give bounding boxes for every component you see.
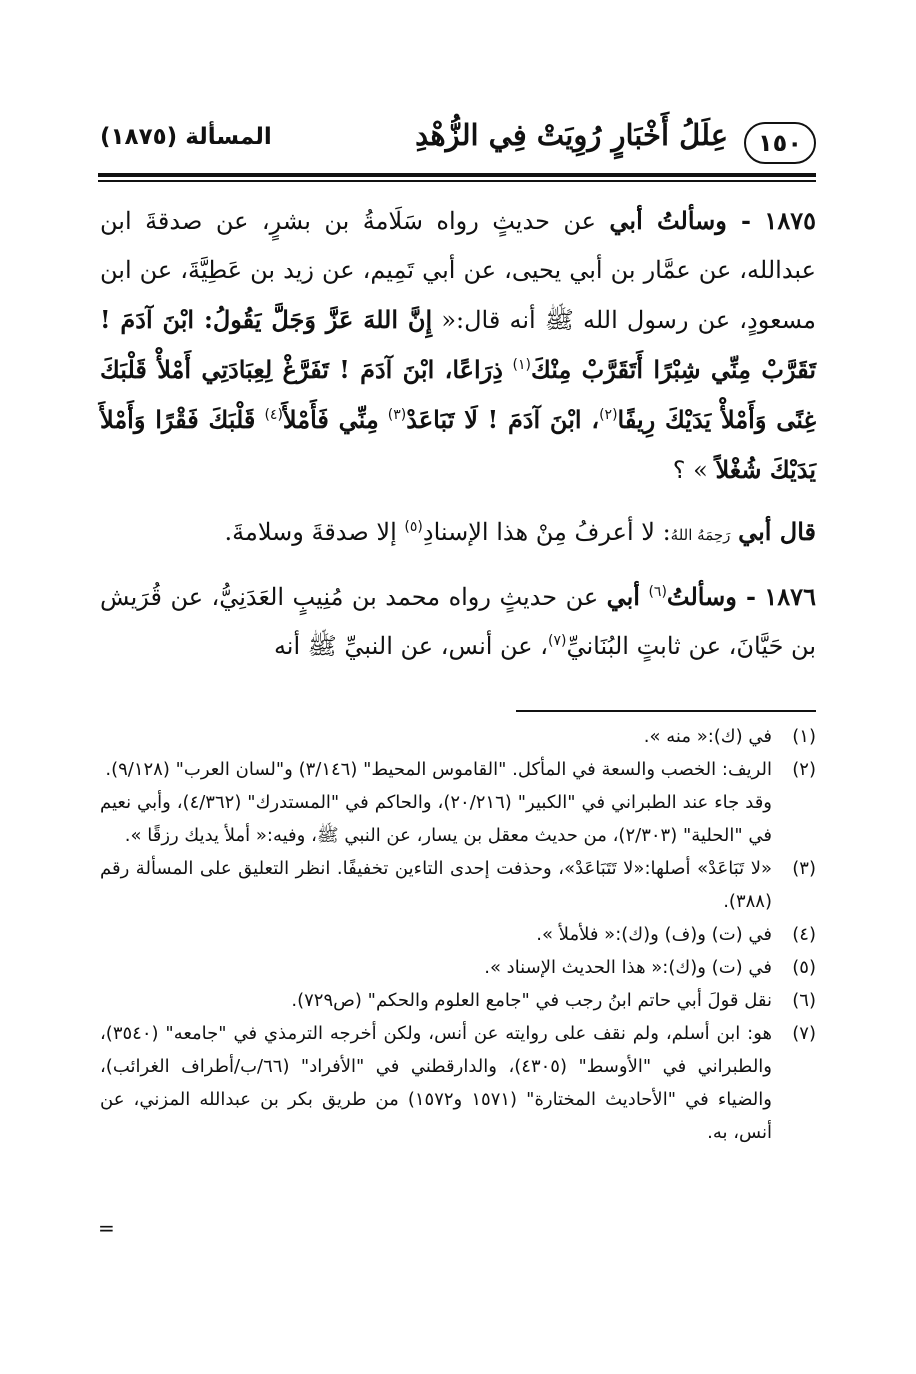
page-header [96, 118, 816, 168]
abi-comment-paragraph [100, 507, 816, 560]
footnote [100, 753, 816, 852]
footnotes [100, 720, 816, 1149]
footnote-text: نقل قولَ أبي حاتم ابنُ رجب في "جامع العلوم والحكم" (ص٧٢٩). [291, 990, 772, 1011]
footnote-body [100, 852, 772, 918]
footnote-number: (٧) [792, 1023, 816, 1044]
page-number: ١٥٠ [758, 129, 802, 157]
continuation-mark: = [98, 1216, 115, 1240]
footnote-text: في (ت) و(ف) و(ك):« فلأملأ ». [536, 924, 772, 945]
footnote-number: (٥) [792, 957, 816, 978]
main-text [100, 196, 816, 671]
footnote-ref[interactable]: (٦) [648, 584, 667, 600]
footnote-ref[interactable]: (٣) [387, 407, 407, 423]
footnote [100, 720, 816, 753]
footnote [100, 951, 816, 984]
footnote-body [100, 984, 772, 1017]
hadith-text: إِنَّ اللهَ عَزَّ وَجَلَّ يَقُولُ: ابْنَ آدَمَ ! تَقَرَّبْ مِنِّي شِبْرًا أَتَقَرَّبْ مِنْكَ [100, 305, 817, 384]
comment-text: : لا أعرفُ مِنْ هذا الإسنادِ [422, 518, 671, 546]
closing-quote: » ؟ [672, 456, 708, 484]
footnote-ref[interactable]: (٧) [548, 633, 567, 649]
footnote-text: في (ك):« منه ». [643, 726, 772, 747]
footnote-body [100, 753, 772, 852]
issue-lead: أبي [606, 582, 640, 611]
footnote [100, 918, 816, 951]
footnote-text: في (ت) و(ك):« هذا الحديث الإسناد ». [484, 957, 772, 978]
footnote-number: (١) [792, 726, 816, 747]
footnote-ref[interactable]: (٥) [404, 519, 423, 535]
issue-1876-paragraph [100, 572, 816, 671]
footnote-number: (٣) [792, 858, 816, 879]
issue-number: ١٨٧٦ [764, 582, 816, 611]
isnad-text: عن حديثٍ رواه سَلَامةُ بن بشرٍ، عن صدقةَ ابن عبدالله، عن عمَّار بن أبي يحيى، عن أبي تَمِيم، عن زيد بن عَطِيَّةَ، عن ابن مسعودٍ، عن رسول الله ﷺ أنه قال:« [100, 207, 816, 334]
comment-lead: قال أبي [738, 517, 816, 546]
book-title: عِلَلُ أَخْبَارٍ رُوِيَتْ فِي الزُّهْدِ [415, 118, 728, 152]
comment-text: إلا صدقةَ وسلامةَ. [224, 518, 397, 546]
footnote [100, 984, 816, 1017]
isnad-text: عن حديثٍ رواه محمد بن مُنِيبٍ العَدَنِيُّ، عن قُرَيش بن حَيَّانَ، عن ثابتٍ البُنَانيِّ [100, 583, 816, 660]
header-rule-thin [98, 180, 816, 182]
footnote-separator [516, 710, 816, 712]
header-rule-thick [98, 173, 816, 177]
footnote-text: «لا تَبَاعَدْ» أصلها:«لا تَتَبَاعَدْ»، وحذفت إحدى التاءين تخفيفًا. انظر التعليق على المسألة رقم (٣٨٨). [100, 858, 772, 912]
footnote-body [100, 720, 772, 753]
footnote [100, 852, 816, 918]
footnote-number: (٦) [792, 990, 816, 1011]
page-number-badge [744, 122, 816, 164]
footnote-text: وقد جاء عند الطبراني في "الكبير" (٢٠/٢١٦)، والحاكم في "المستدرك" (٤/٣٦٢)، وأبي نعيم في "الحلية" (٢/٣٠٣)، من حديث معقل بن يسار، عن النبي ﷺ، وفيه:« أملأ يديك رزقًا ». [100, 792, 772, 846]
hadith-text: مِنِّي فَأَمْلأَ [282, 405, 379, 434]
footnote [100, 1017, 816, 1149]
footnote-body [100, 1017, 772, 1149]
footnote-number: (٢) [792, 759, 816, 780]
footnote-ref[interactable]: (٢) [599, 407, 618, 423]
honorific: رَحِمَهُ اللهُ [670, 526, 731, 544]
footnote-text: الريف: الخصب والسعة في المأكل. "القاموس المحيط" (٣/١٤٦) و"لسان العرب" (٩/١٢٨). [105, 759, 772, 780]
issue-label: المسألة (١٨٧٥) [100, 124, 272, 150]
footnote-ref[interactable]: (١) [512, 357, 532, 373]
hadith-text: ذِرَاعًا، ابْنَ آدَمَ ! تَفَرَّغْ لِعِبَادَتِي أَمْلأْ قَلْبَكَ غِنًى وَأَمْلأْ يَدَيْكَ رِيفًا [100, 355, 816, 434]
footnote-body [100, 951, 772, 984]
footnote-text: هو: ابن أسلم، ولم نقف على روايته عن أنس، ولكن أخرجه الترمذي في "جامعه" (٣٥٤٠)، والطبراني في "الأوسط" (٤٣٠٥)، والدارقطني في "الأفراد" (٦٦/ب/أطراف الغرائب)، والضياء في "الأحاديث المختارة" (١٥٧١ و١٥٧٢) من طريق بكر بن عبدالله المزني، عن أنس، به. [100, 1023, 772, 1143]
footnote-body [100, 918, 772, 951]
issue-1875-paragraph [100, 196, 816, 495]
hadith-text: ، ابْنَ آدَمَ ! لَا تَبَاعَدْ [406, 405, 600, 434]
hadith-text: قَلْبَكَ فَقْرًا وَأَمْلأَ يَدَيْكَ شُغْلاً [100, 405, 816, 484]
isnad-text: ، عن أنس، عن النبيِّ ﷺ أنه [273, 632, 549, 660]
footnote-number: (٤) [792, 924, 816, 945]
issue-lead: - وسألتُ أبي [609, 206, 751, 235]
footnote-ref[interactable]: (٤) [264, 407, 283, 423]
issue-number: ١٨٧٥ [764, 206, 816, 235]
issue-lead: - وسألتُ [666, 582, 756, 611]
